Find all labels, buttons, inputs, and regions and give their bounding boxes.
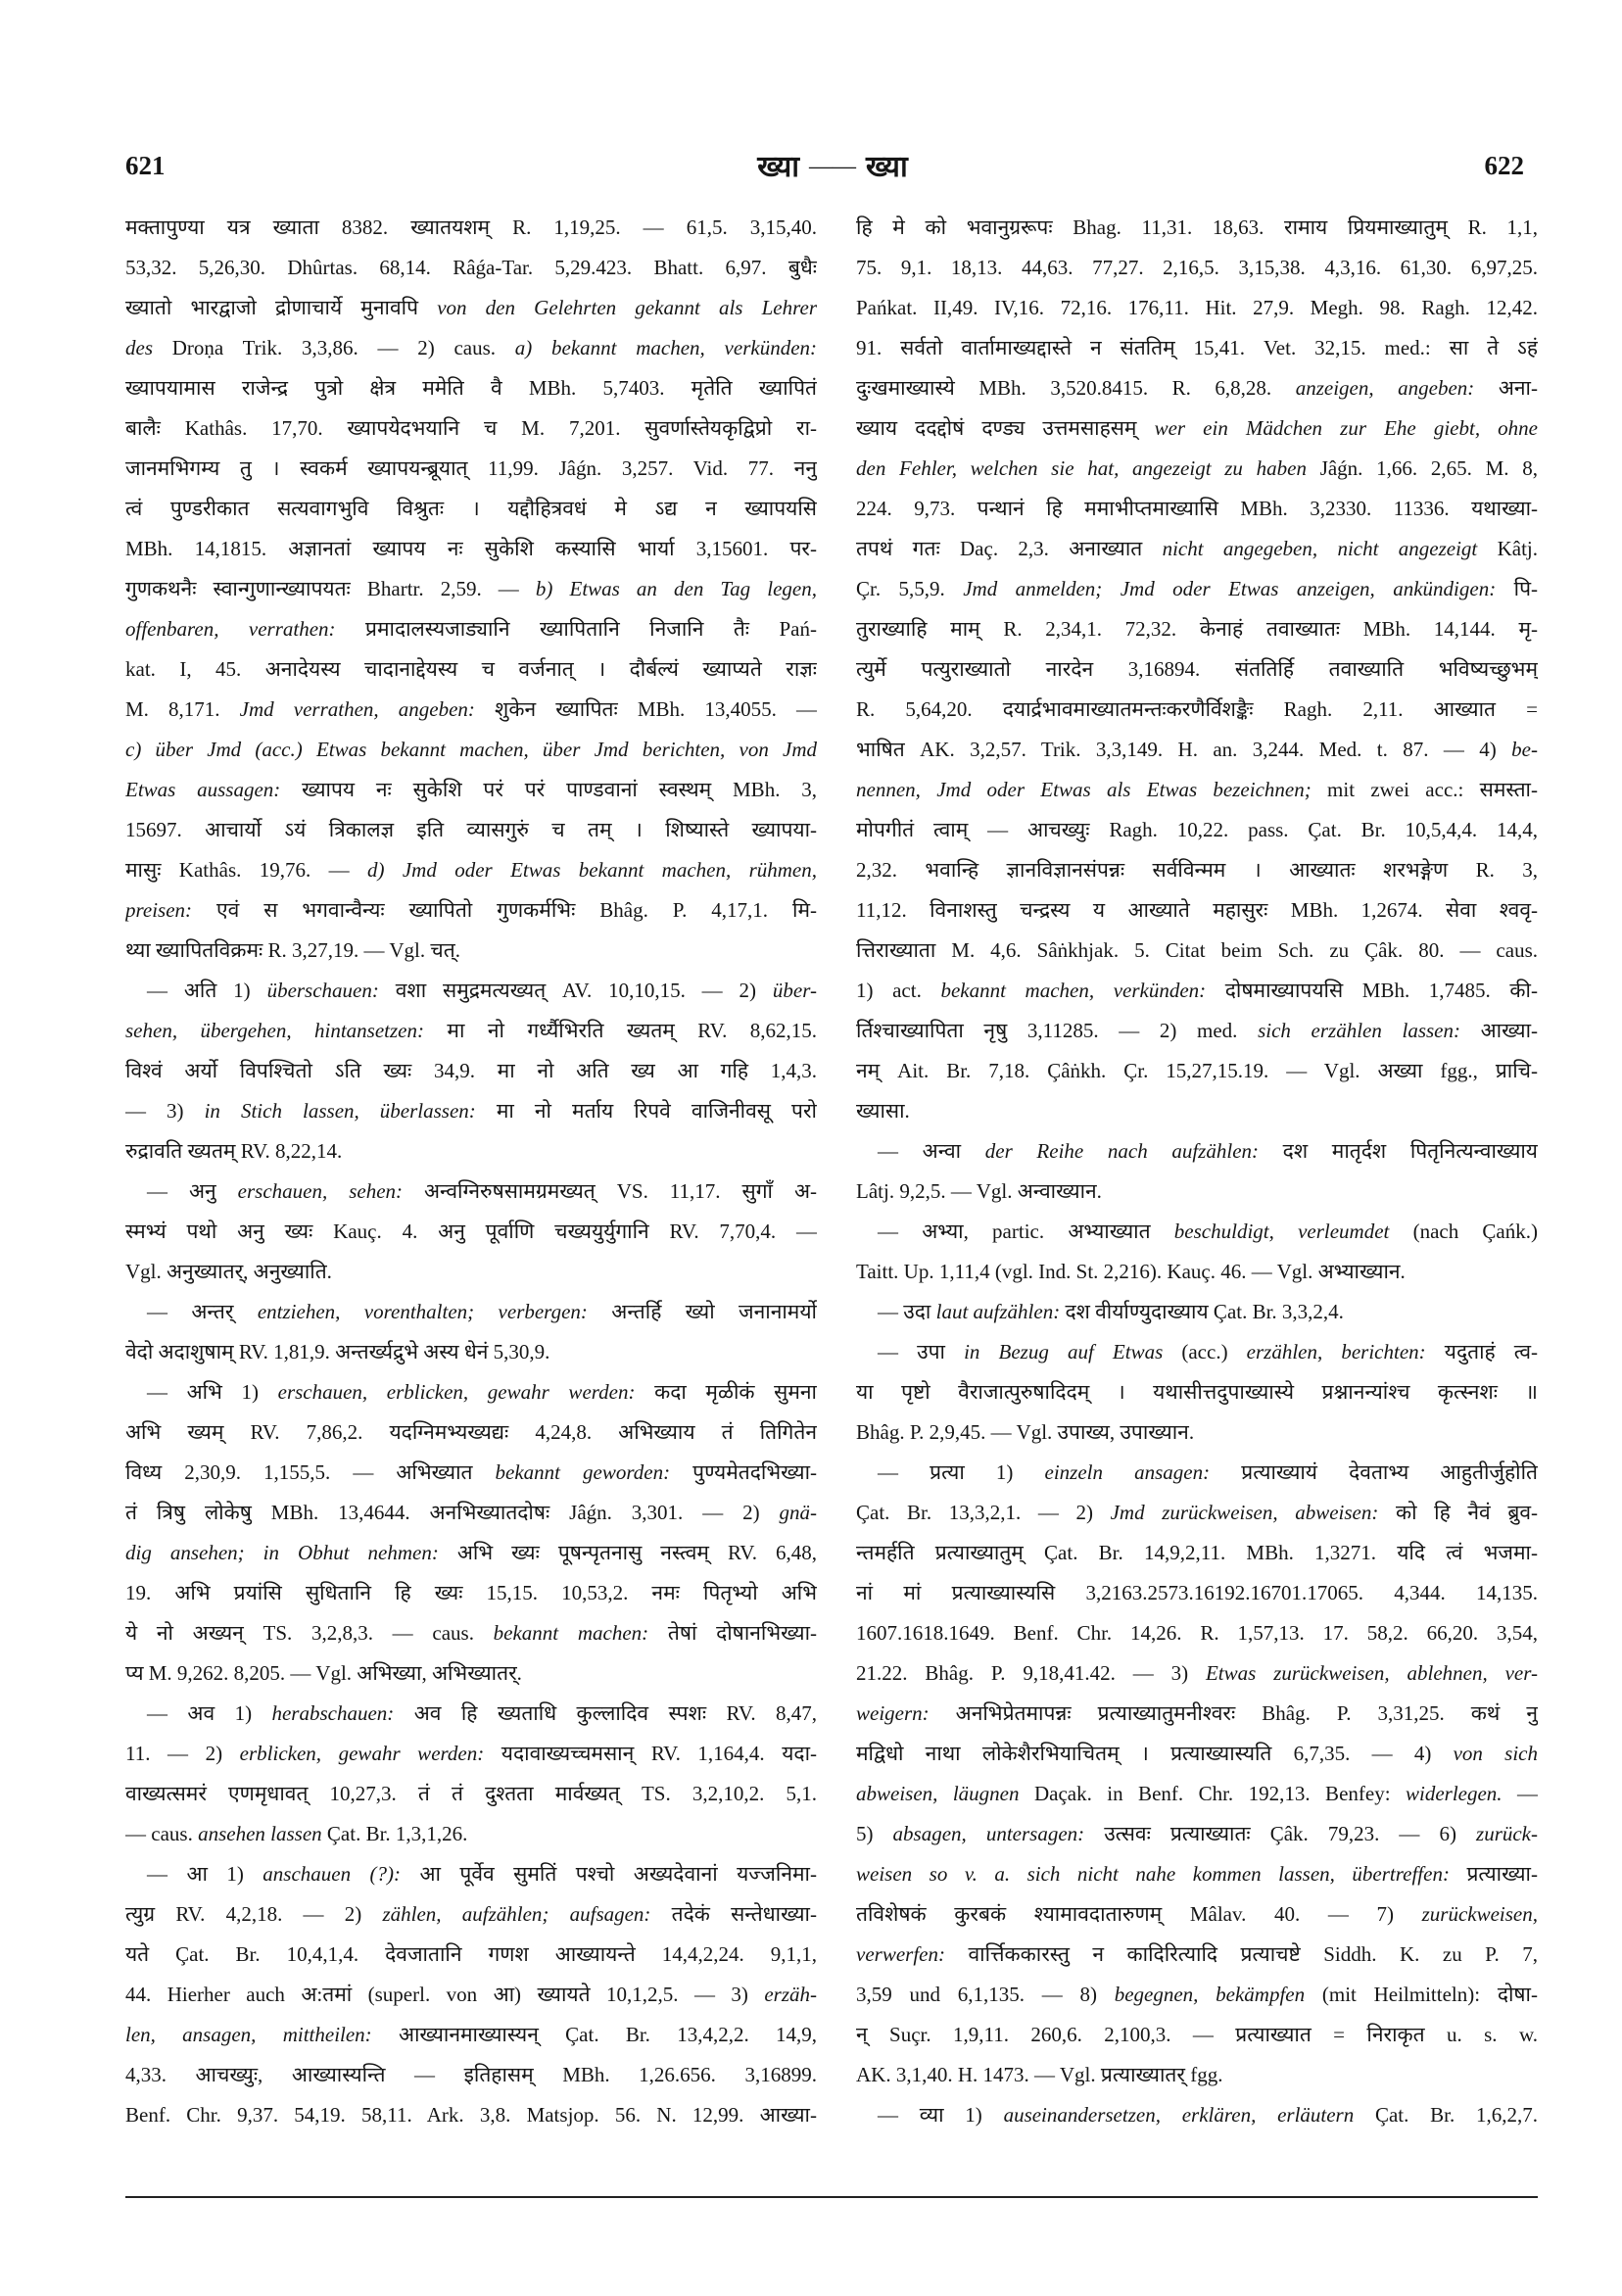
page-number-right: 622 [1484, 151, 1524, 180]
page-number-left: 621 [125, 151, 166, 180]
text-line [125, 449, 817, 489]
text-line [856, 1935, 1538, 1975]
dictionary-entry [856, 1292, 1538, 1332]
text-segment: 21.22. Bhâg. P. 9,18,41.42. — 3) [856, 1661, 1206, 1685]
german-gloss: nennen, Jmd oder Etwas als Etwas bezeichnen; [856, 778, 1328, 801]
german-gloss: sich erzählen lassen: [1258, 1019, 1481, 1042]
text-segment: 11. — 2) [125, 1742, 240, 1765]
text-line [856, 408, 1538, 449]
text-segment: अभि ख्यः पूषन्पृतनासु नस्त्वम् RV. 6,48, [456, 1541, 817, 1564]
text-segment: ख्यापय नः सुकेशि परं परं पाण्डवानां स्वस्थम् MBh. 3, [302, 778, 817, 801]
text-line [125, 1212, 817, 1252]
text-line [856, 208, 1538, 248]
text-line [856, 1573, 1538, 1613]
dictionary-entry [125, 1172, 817, 1292]
text-line [125, 770, 817, 810]
text-segment: Pańkat. II,49. IV,16. 72,16. 176,11. Hit. 27,9. Megh. 98. Ragh. 12,42. [856, 296, 1538, 319]
text-line [856, 1252, 1538, 1292]
text-line [125, 609, 817, 649]
text-segment: न् Suçr. 1,9,11. 260,6. 2,100,3. — प्रत्याख्यात = निराकृत u. s. w. [856, 2023, 1538, 2046]
text-segment: प्रत्याख्या- [1466, 1862, 1538, 1886]
text-segment: — उपा [878, 1340, 965, 1363]
text-segment: मोपगीतं त्वाम् — आचख्युः Ragh. 10,22. pass. Çat. Br. 10,5,4,4. 14,4, [856, 818, 1538, 841]
text-segment: अन्तर्हि ख्यो जनानामर्यो [611, 1300, 817, 1323]
text-segment: जानमभिगम्य तु । स्वकर्म ख्यापयन्ब्रूयात् 11,99. Jâǵn. 3,257. Vid. 77. ननु [125, 456, 817, 480]
text-segment: R. 5,64,20. दयार्द्रभावमाख्यातमन्तःकरणैर्विशङ्कैः Ragh. 2,11. आख्यात = [856, 697, 1538, 721]
right-column [856, 208, 1538, 2135]
text-segment: 11,12. विनाशस्तु चन्द्रस्य य आख्याते महासुरः MBh. 1,2674. सेवा श्ववृ- [856, 898, 1538, 922]
text-line [125, 1694, 817, 1734]
text-line [856, 1894, 1538, 1935]
text-segment: — [1517, 1782, 1538, 1805]
headword-right: ख्या [866, 151, 908, 183]
text-line [856, 2095, 1538, 2135]
text-line [125, 248, 817, 288]
text-line [125, 1573, 817, 1613]
text-segment: 5) [856, 1822, 893, 1845]
text-line [856, 971, 1538, 1011]
text-line [856, 810, 1538, 850]
text-segment: पि- [1513, 577, 1538, 600]
german-gloss: absagen, untersagen: [892, 1822, 1105, 1845]
text-line [856, 368, 1538, 408]
text-line [856, 2055, 1538, 2095]
text-line [125, 2095, 817, 2135]
text-line [125, 649, 817, 690]
text-line [125, 208, 817, 248]
text-segment: प्रत्याख्यायं देवताभ्य आहुतीर्जुहोति [1241, 1460, 1538, 1484]
german-gloss: sehen, übergehen, hintansetzen: [125, 1019, 448, 1042]
text-segment: तं त्रिषु लोकेषु MBh. 13,4644. अनभिख्यातदोषः Jâǵn. 3,301. — 2) [125, 1501, 780, 1524]
text-line [856, 1734, 1538, 1774]
text-line [125, 931, 817, 971]
text-line [856, 690, 1538, 730]
text-segment: 53,32. 5,26,30. Dhûrtas. 68,14. Râǵa-Tar. 5,29.423. Bhatt. 6,97. बुधैः [125, 256, 817, 279]
text-line [856, 1814, 1538, 1854]
text-segment: र्तिश्चाख्यापिता नृषु 3,11285. — 2) med. [856, 1019, 1259, 1042]
text-segment: विश्वं अर्यो विपश्चितो ऽति ख्यः 34,9. मा नो अति ख्य आ गहि 1,4,3. [125, 1059, 817, 1082]
text-line [125, 1613, 817, 1653]
german-gloss: erzählen, berichten: [1246, 1340, 1445, 1363]
text-segment: अन्वग्निरुषसामग्रमख्यत् VS. 11,17. सुगाँ अ- [424, 1179, 817, 1203]
text-line [125, 1172, 817, 1212]
text-segment: न्तमर्हति प्रत्याख्यातुम् Çat. Br. 14,9,2,11. MBh. 1,3271. यदि त्वं भजमा- [856, 1541, 1538, 1564]
text-segment: 4,33. आचख्युः, आख्यास्यन्ति — इतिहासम् MBh. 1,26.656. 3,16899. [125, 2063, 817, 2086]
text-line [125, 1252, 817, 1292]
text-line [856, 770, 1538, 810]
german-gloss: Jmd anmelden; Jmd oder Etwas anzeigen, ankündigen: [963, 577, 1514, 600]
text-segment: विध्य 2,30,9. 1,155,5. — अभिख्यात [125, 1460, 496, 1484]
text-segment: (acc.) [1181, 1340, 1247, 1363]
text-segment: (nach Çańk.) [1412, 1220, 1538, 1243]
german-gloss: erschauen, erblicken, gewahr werden: [277, 1380, 655, 1404]
german-gloss: anschauen (?): [262, 1862, 420, 1886]
german-gloss: bekannt machen, verkünden: [940, 979, 1225, 1002]
left-column [125, 208, 817, 2135]
german-gloss: d) Jmd oder Etwas bekannt machen, rühmen, [367, 858, 817, 882]
text-segment: Taitt. Up. 1,11,4 (vgl. Ind. St. 2,216). Kauç. 46. — Vgl. अभ्याख्यान. [856, 1260, 1406, 1283]
dictionary-entry [856, 208, 1538, 1131]
text-line [125, 2015, 817, 2055]
text-line [856, 1372, 1538, 1412]
text-line [125, 1131, 817, 1172]
text-line [125, 1493, 817, 1533]
bottom-rule [125, 2196, 1538, 2198]
german-gloss: Jmd zurückweisen, abweisen: [1110, 1501, 1396, 1524]
text-line [856, 1613, 1538, 1653]
text-line [856, 609, 1538, 649]
text-segment: त्युग्र RV. 4,2,18. — 2) [125, 1902, 383, 1926]
text-line [856, 730, 1538, 770]
german-gloss: der Reihe nach aufzählen: [984, 1139, 1283, 1163]
german-gloss: zurückweisen, [1421, 1902, 1538, 1926]
text-segment: नां मां प्रत्याख्यास्यसि 3,2163.2573.16192.16701.17065. 4,344. 14,135. [856, 1581, 1538, 1604]
german-gloss: weisen so v. a. sich nicht nahe kommen lassen, übertreffen: [856, 1862, 1467, 1886]
german-gloss: in Bezug auf Etwas [964, 1340, 1182, 1363]
text-segment: तपथं गतः Daç. 2,3. अनाख्यात [856, 537, 1163, 560]
text-line [125, 971, 817, 1011]
text-line [125, 1091, 817, 1131]
text-line [125, 529, 817, 569]
text-segment: नम् Ait. Br. 7,18. Çâṅkh. Çr. 15,27,15.19. — Vgl. अख्या fgg., प्राचि- [856, 1059, 1538, 1082]
text-segment: उत्सवः प्रत्याख्यातः Çâk. 79,23. — 6) [1104, 1822, 1477, 1845]
text-line [125, 1814, 817, 1854]
text-segment: वशा समुद्रमत्यख्यत् AV. 10,10,15. — 2) [395, 979, 773, 1002]
german-gloss: bekannt machen: [493, 1621, 668, 1645]
german-gloss: be- [1511, 738, 1538, 761]
text-segment: 1) act. [856, 979, 941, 1002]
text-segment: मद्विधो नाथा लोकेशैरभियाचितम् । प्रत्याख्यास्यति 6,7,35. — 4) [856, 1742, 1454, 1765]
text-line [125, 2055, 817, 2095]
text-segment: कदा मृळीकं सुमना [654, 1380, 817, 1404]
text-line [125, 1372, 817, 1412]
text-segment: दश वीर्याण्युदाख्याय Çat. Br. 3,3,2,4. [1065, 1300, 1344, 1323]
text-segment: मासुः Kathâs. 19,76. — [125, 858, 367, 882]
german-gloss: bekannt geworden: [495, 1460, 693, 1484]
text-line [856, 890, 1538, 931]
text-segment: Jâǵn. 1,66. 2,65. M. 8, [1319, 456, 1538, 480]
text-line [125, 368, 817, 408]
text-line [856, 529, 1538, 569]
text-line [856, 1412, 1538, 1453]
text-segment: — अभि 1) [147, 1380, 278, 1404]
text-segment: ख्यातो भारद्वाजो द्रोणाचार्ये मुनावपि [125, 296, 438, 319]
german-gloss: offenbaren, verrathen: [125, 617, 365, 641]
text-line [856, 1533, 1538, 1573]
dictionary-entry [125, 1854, 817, 2135]
text-line [856, 1332, 1538, 1372]
text-segment: — आ 1) [147, 1862, 263, 1886]
text-segment: रुद्रावति ख्यतम् RV. 8,22,14. [125, 1139, 343, 1163]
text-segment: अभि ख्यम् RV. 7,86,2. यदग्निमभ्यख्यद्यः 4,24,8. अभिख्याय तं तिगितेन [125, 1420, 817, 1444]
text-line [125, 1653, 817, 1694]
text-line [856, 1011, 1538, 1051]
text-line [856, 850, 1538, 890]
text-segment: Benf. Chr. 9,37. 54,19. 58,11. Ark. 3,8. Matsjop. 56. N. 12,99. आख्या- [125, 2103, 817, 2127]
dictionary-entry [856, 1212, 1538, 1292]
german-gloss: zurück- [1476, 1822, 1538, 1845]
headword-left: ख्या [757, 151, 799, 183]
german-gloss: laut aufzählen: [935, 1300, 1066, 1323]
text-segment: आ पूर्वेव सुमतिं पश्चो अख्यदेवानां यज्जनिमा- [419, 1862, 817, 1886]
text-segment: स्मभ्यं पथो अनु ख्यः Kauç. 4. अनु पूर्वाणि चख्ययुर्युगानि RV. 7,70,4. — [125, 1220, 817, 1243]
text-segment: AK. 3,1,40. H. 1473. — Vgl. प्रत्याख्यातर् fgg. [856, 2063, 1223, 2086]
dictionary-entry [856, 1453, 1538, 2095]
text-segment: 44. Hierher auch अ:तमां (superl. von आ) ख्यायते 10,1,2,5. — 3) [125, 1983, 765, 2006]
text-line [856, 1212, 1538, 1252]
text-segment: — अन्तर् [147, 1300, 258, 1323]
text-line [856, 1694, 1538, 1734]
text-line [856, 1453, 1538, 1493]
dictionary-entry [125, 1694, 817, 1854]
text-line [856, 931, 1538, 971]
german-gloss: erschauen, sehen: [237, 1179, 425, 1203]
text-line [125, 408, 817, 449]
german-gloss: a) bekannt machen, verkünden: [514, 336, 817, 359]
german-gloss: in Stich lassen, überlassen: [204, 1099, 497, 1123]
text-line [125, 328, 817, 368]
german-gloss: von den Gelehrten gekannt als Lehrer [437, 296, 817, 319]
text-line [125, 1774, 817, 1814]
text-segment: यते Çat. Br. 10,4,1,4. देवजातानि गणश आख्यायन्ते 14,4,2,24. 9,1,1, [125, 1942, 817, 1966]
text-line [856, 1131, 1538, 1172]
text-segment: अना- [1498, 376, 1538, 400]
text-line [125, 1533, 817, 1573]
text-segment: Çr. 5,5,9. [856, 577, 964, 600]
text-segment: तविशेषकं कुरबकं श्यामावदातारुणम् Mâlav. 40. — 7) [856, 1902, 1422, 1926]
text-line [125, 850, 817, 890]
dictionary-entry [125, 208, 817, 971]
german-gloss: Etwas aussagen: [125, 778, 303, 801]
head-dash: —— [809, 154, 856, 179]
german-gloss: preisen: [125, 898, 216, 922]
text-segment: 75. 9,1. 18,13. 44,63. 77,27. 2,16,5. 3,15,38. 4,3,16. 61,30. 6,97,25. [856, 256, 1538, 279]
text-segment: तुराख्याहि माम् R. 2,34,1. 72,32. केनाहं तवाख्यातः MBh. 14,144. मृ- [856, 617, 1538, 641]
german-gloss: abweisen, läugnen [856, 1782, 1034, 1805]
german-gloss: c) über Jmd (acc.) Etwas bekannt machen, über Jmd berichten, von Jmd [125, 738, 817, 761]
text-segment: Vgl. अनुख्यातर्, अनुख्याति. [125, 1260, 332, 1283]
text-segment: — अनु [147, 1179, 238, 1203]
text-segment: mit zwei acc.: समस्ता- [1327, 778, 1538, 801]
german-gloss: über- [772, 979, 817, 1002]
text-line [125, 569, 817, 609]
text-segment: या पृष्टो वैराजात्पुरुषादिदम् । यथासीत्तदुपाख्यास्ये प्रश्नानन्यांश्च कृत्स्नशः ॥ [856, 1380, 1538, 1404]
text-segment: वार्त्तिककारस्तु न कादिरित्यादि प्रत्याचष्टे Siddh. K. zu P. 7, [968, 1942, 1538, 1966]
text-line [856, 1975, 1538, 2015]
text-line [125, 1935, 817, 1975]
text-line [125, 1412, 817, 1453]
text-segment: मक्तापुण्या यत्र ख्याता 8382. ख्यातयशम् R. 1,19,25. — 61,5. 3,15,40. [125, 215, 817, 239]
german-gloss: ansehen lassen [198, 1822, 327, 1845]
text-segment: त्युर्मे पत्युराख्यातो नारदेन 3,16894. संततिर्हि तवाख्याति भविष्यच्छुभम् [856, 657, 1538, 681]
german-gloss: entziehen, vorenthalten; verbergen: [257, 1300, 612, 1323]
text-line [856, 1854, 1538, 1894]
german-gloss: beschuldigt, verleumdet [1173, 1220, 1413, 1243]
text-line [856, 288, 1538, 328]
text-segment: Çat. Br. 13,3,2,1. — 2) [856, 1501, 1111, 1524]
text-segment: यदुताहं त्व- [1444, 1340, 1538, 1363]
text-segment: शुकेन ख्यापितः MBh. 13,4055. — [495, 697, 817, 721]
dictionary-entry [125, 971, 817, 1172]
text-segment: दोषमाख्यापयसि MBh. 1,7485. की- [1224, 979, 1538, 1002]
text-segment: (mit Heilmitteln): दोषा- [1321, 1983, 1538, 2006]
text-segment: यदावाख्यच्चमसान् RV. 1,164,4. यदा- [501, 1742, 817, 1765]
running-head [686, 145, 979, 185]
text-segment: आख्या- [1480, 1019, 1538, 1042]
text-segment: Bhâg. P. 2,9,45. — Vgl. उपाख्य, उपाख्यान. [856, 1420, 1195, 1444]
text-line [125, 1011, 817, 1051]
text-segment: को हि नैवं ब्रुव- [1395, 1501, 1538, 1524]
text-line [125, 1051, 817, 1091]
text-line [125, 288, 817, 328]
german-gloss: len, ansagen, mittheilen: [125, 2023, 399, 2046]
text-line [856, 1091, 1538, 1131]
german-gloss: verwerfen: [856, 1942, 969, 1966]
text-line [125, 890, 817, 931]
text-segment: प्रमादालस्यजाड्यानि ख्यापितानि निजानि तैः Pań- [365, 617, 817, 641]
text-segment: अव हि ख्यताधि कुल्लादिव स्पशः RV. 8,47, [413, 1701, 817, 1725]
text-segment: Çat. Br. 1,3,1,26. [326, 1822, 468, 1845]
text-line [856, 449, 1538, 489]
text-segment: — प्रत्या 1) [878, 1460, 1045, 1484]
german-gloss: wer ein Mädchen zur Ehe giebt, ohne [1154, 416, 1538, 440]
german-gloss: des [125, 336, 172, 359]
text-segment: Kâtj. [1497, 537, 1538, 560]
text-segment: M. 8,171. [125, 697, 240, 721]
german-gloss: erzäh- [764, 1983, 817, 2006]
text-line [856, 1493, 1538, 1533]
text-segment: 19. अभि प्रयांसि सुधितानि हि ख्यः 15,15. 10,53,2. नमः पितृभ्यो अभि [125, 1581, 817, 1604]
text-segment: MBh. 14,1815. अज्ञानतां ख्यापय नः सुकेशि कस्यासि भार्या 3,15601. पर- [125, 537, 817, 560]
german-gloss: auseinandersetzen, erklären, erläutern [1003, 2103, 1375, 2127]
text-segment: मा नो गर्ध्यैभिरति ख्यतम् RV. 8,62,15. [447, 1019, 817, 1042]
german-gloss: dig ansehen; in Obhut nehmen: [125, 1541, 457, 1564]
text-line [856, 2015, 1538, 2055]
text-line [856, 1172, 1538, 1212]
german-gloss: begegnen, bekämpfen [1114, 1983, 1322, 2006]
text-segment: 224. 9,73. पन्थानं हि ममाभीप्तमाख्यासि MBh. 3,2330. 11336. यथाख्या- [856, 497, 1538, 520]
text-line [856, 1774, 1538, 1814]
dictionary-entry [125, 1372, 817, 1694]
text-line [125, 489, 817, 529]
dictionary-entry [856, 2095, 1538, 2135]
text-line [125, 690, 817, 730]
text-segment: 1607.1618.1649. Benf. Chr. 14,26. R. 1,57,13. 17. 58,2. 66,20. 3,54, [856, 1621, 1538, 1645]
text-segment: तदेकं सन्तेधाख्या- [671, 1902, 817, 1926]
german-gloss: den Fehler, welchen sie hat, angezeigt zu haben [856, 456, 1320, 480]
text-segment: तेषां दोषानभिख्या- [667, 1621, 817, 1645]
text-segment: kat. I, 45. अनादेयस्य चादानाद्देयस्य च वर्जनात् । दौर्बल्यं ख्याप्यते राज्ञः [125, 657, 817, 681]
text-line [856, 328, 1538, 368]
text-segment: ख्यापयामास राजेन्द्र पुत्रो क्षेत्र ममेति वै MBh. 5,7403. मृतेति ख्यापितं [125, 376, 817, 400]
german-gloss: erblicken, gewahr werden: [239, 1742, 501, 1765]
text-segment: — व्या 1) [878, 2103, 1004, 2127]
text-segment: दश मातृर्दश पितृनित्यन्वाख्याय [1282, 1139, 1538, 1163]
text-segment: ख्यासा. [856, 1099, 910, 1123]
text-segment: पुण्यमेतदभिख्या- [692, 1460, 817, 1484]
text-segment: Droṇa Trik. 3,3,86. — 2) caus. [171, 336, 515, 359]
text-segment: 91. सर्वतो वार्तामाख्यद्दास्ते न संततिम् 15,41. Vet. 32,15. med.: सा ते ऽहं [856, 336, 1538, 359]
text-line [856, 489, 1538, 529]
text-line [125, 730, 817, 770]
dictionary-entry [856, 1131, 1538, 1212]
text-segment: ये नो अख्यन् TS. 3,2,8,3. — caus. [125, 1621, 494, 1645]
text-line [125, 810, 817, 850]
text-segment: वाख्यत्समरं एणमृधावत् 10,27,3. तं तं दुश्तता मार्वख्यत् TS. 3,2,10,2. 5,1. [125, 1782, 817, 1805]
german-gloss: von sich [1453, 1742, 1538, 1765]
text-line [125, 1894, 817, 1935]
text-segment: त्वं पुण्डरीकात सत्यवागभुवि विश्रुतः । यद्दौहित्रवधं मे ऽद्य न ख्यापयसि [125, 497, 817, 520]
german-gloss: gnä- [779, 1501, 817, 1524]
text-line [125, 1453, 817, 1493]
text-line [125, 1734, 817, 1774]
text-line [856, 1051, 1538, 1091]
text-segment: — अव 1) [147, 1701, 272, 1725]
text-segment: भाषित AK. 3,2,57. Trik. 3,3,149. H. an. 3,244. Med. t. 87. — 4) [856, 738, 1512, 761]
text-segment: Çat. Br. 1,6,2,7. [1374, 2103, 1538, 2127]
text-segment: 3,59 und 6,1,135. — 8) [856, 1983, 1115, 2006]
german-gloss: nicht angegeben, nicht angezeigt [1162, 537, 1498, 560]
text-segment: हि मे को भवानुग्ररूपः Bhag. 11,31. 18,63. रामाय प्रियमाख्यातुम् R. 1,1, [856, 215, 1538, 239]
german-gloss: einzeln ansagen: [1044, 1460, 1242, 1484]
text-segment: वेदो अदाशुषाम् RV. 1,81,9. अन्तर्ख्यद्रुभे अस्य धेनं 5,30,9. [125, 1340, 550, 1363]
text-segment: Lâtj. 9,2,5. — Vgl. अन्वाख्यान. [856, 1179, 1102, 1203]
german-gloss: zählen, aufzählen; aufsagen: [382, 1902, 672, 1926]
dictionary-entry [125, 1292, 817, 1372]
german-gloss: Jmd verrathen, angeben: [239, 697, 496, 721]
text-segment: ख्याय ददद्दोषं दण्ड्य उत्तमसाहसम् [856, 416, 1155, 440]
text-line [125, 1975, 817, 2015]
text-line [856, 569, 1538, 609]
text-line [125, 1332, 817, 1372]
german-gloss: überschauen: [266, 979, 396, 1002]
text-segment: प्य M. 9,262. 8,205. — Vgl. अभिख्या, अभिख्यातर्. [125, 1661, 522, 1685]
text-line [856, 1653, 1538, 1694]
text-line [856, 649, 1538, 690]
text-segment: 15697. आचार्यो ऽयं त्रिकालज्ञ इति व्यासगुरुं च तम् । शिष्यास्ते ख्यापया- [125, 818, 817, 841]
german-gloss: herabschauen: [271, 1701, 414, 1725]
text-segment: मा नो मर्ताय रिपवे वाजिनीवसू परो [496, 1099, 817, 1123]
text-segment: — अन्वा [878, 1139, 985, 1163]
german-gloss: widerlegen. [1405, 1782, 1517, 1805]
text-line [125, 1292, 817, 1332]
german-gloss: anzeigen, angeben: [1295, 376, 1499, 400]
text-segment: एवं स भगवान्वैन्यः ख्यापितो गुणकर्मभिः Bhâg. P. 4,17,1. मि- [215, 898, 817, 922]
text-line [856, 248, 1538, 288]
text-line [125, 1854, 817, 1894]
text-segment: आख्यानमाख्यास्यन् Çat. Br. 13,4,2,2. 14,9, [398, 2023, 817, 2046]
text-segment: — caus. [125, 1822, 199, 1845]
german-gloss: b) Etwas an den Tag legen, [535, 577, 817, 600]
text-line [856, 1292, 1538, 1332]
text-segment: गुणकथनैः स्वान्गुणान्ख्यापयतः Bhartr. 2,59. — [125, 577, 536, 600]
text-segment: अनभिप्रेतमापन्नः प्रत्याख्यातुमनीश्वरः Bhâg. P. 3,31,25. कथं नु [955, 1701, 1538, 1725]
text-segment: दुःखमाख्यास्ये MBh. 3,520.8415. R. 6,8,28. [856, 376, 1296, 400]
text-segment: — 3) [125, 1099, 205, 1123]
text-segment: त्तिराख्याता M. 4,6. Sâṅkhjak. 5. Citat beim Sch. zu Çâk. 80. — caus. [856, 938, 1538, 962]
dictionary-entry [856, 1332, 1538, 1453]
german-gloss: Etwas zurückweisen, ablehnen, ver- [1205, 1661, 1538, 1685]
text-segment: — अति 1) [147, 979, 267, 1002]
german-gloss: weigern: [856, 1701, 956, 1725]
text-segment: बालैः Kathâs. 17,70. ख्यापयेदभयानि च M. 7,201. सुवर्णास्तेयकृद्विप्रो रा- [125, 416, 817, 440]
text-segment: — अभ्या, partic. अभ्याख्यात [878, 1220, 1174, 1243]
text-segment: — उदा [878, 1300, 936, 1323]
text-segment: 2,32. भवान्हि ज्ञानविज्ञानसंपन्नः सर्वविन्मम । आख्यातः शरभङ्गेण R. 3, [856, 858, 1538, 882]
text-segment: Daçak. in Benf. Chr. 192,13. Benfey: [1033, 1782, 1406, 1805]
text-segment: थ्या ख्यापितविक्रमः R. 3,27,19. — Vgl. चत्. [125, 938, 460, 962]
